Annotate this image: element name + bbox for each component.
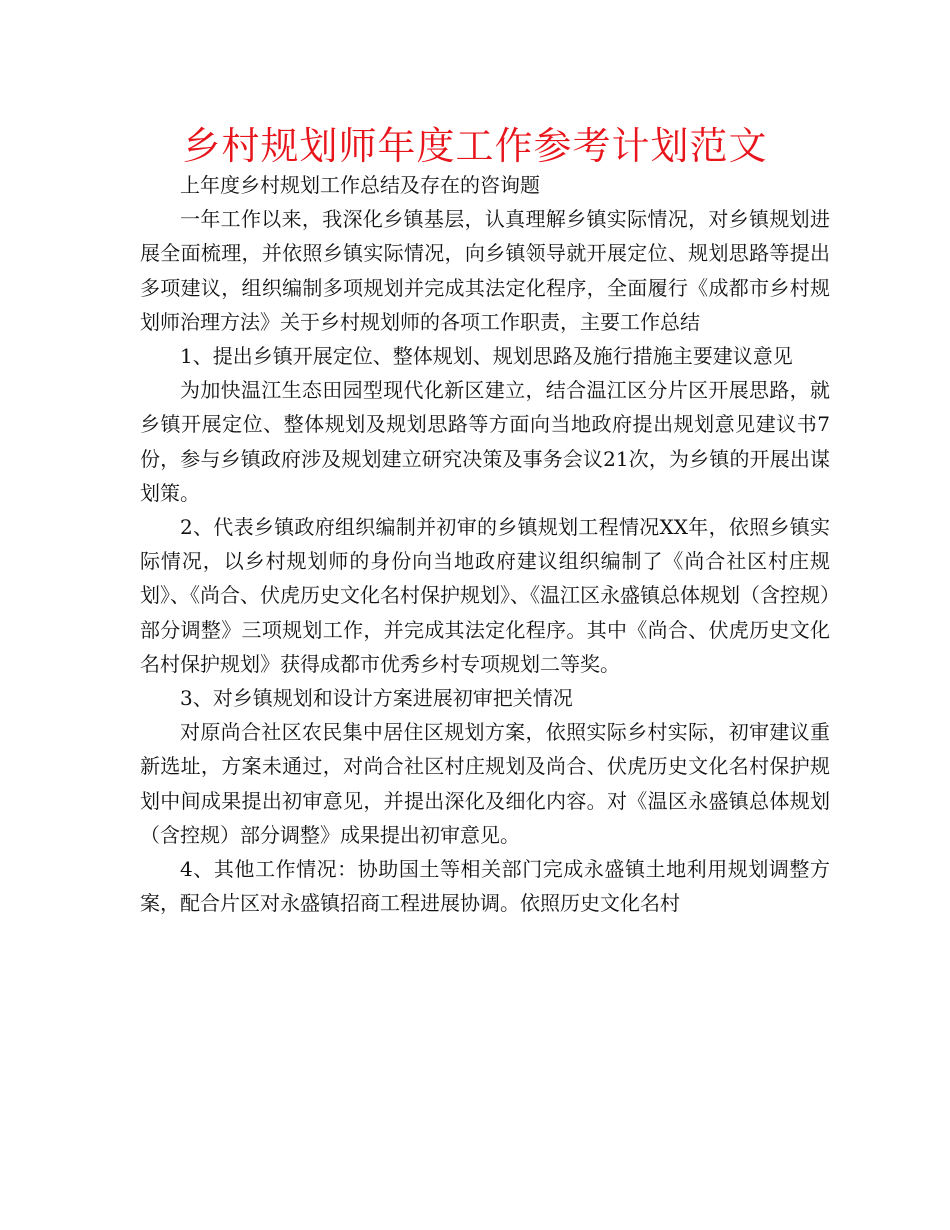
paragraph: 一年工作以来，我深化乡镇基层，认真理解乡镇实际情况，对乡镇规划进展全面梳理，并依照乡镇实际情况，向乡镇领导就开展定位、规划思路等提出多项建议，组织编制多项规划并完成其法定化程序，全面履行《成都市乡村规划师治理方法》关于乡村规划师的各项工作职责，主要工作总结 xyxy=(140,207,830,334)
document-title: 乡村规划师年度工作参考计划范文 xyxy=(182,124,768,168)
paragraph: 为加快温江生态田园型现代化新区建立，结合温江区分片区开展思路，就乡镇开展定位、整体规划及规划思路等方面向当地政府提出规划意见建议书7份，参与乡镇政府涉及规划建立研究决策及事务会议21次，为乡镇的开展出谋划策。 xyxy=(140,378,830,505)
paragraph: 4、其他工作情况：协助国土等相关部门完成永盛镇土地利用规划调整方案，配合片区对永盛镇招商工程进展协调。依照历史文化名村 xyxy=(140,857,830,916)
document-body xyxy=(140,168,830,920)
paragraph: 2、代表乡镇政府组织编制并初审的乡镇规划工程情况XX年，依照乡镇实际情况，以乡村规划师的身份向当地政府建议组织编制了《尚合社区村庄规划》、《尚合、伏虎历史文化名村保护规划》、《温江区永盛镇总体规划（含控规）部分调整》三项规划工作，并完成其法定化程序。其中《尚合、伏虎历史文化名村保护规划》获得成都市优秀乡村专项规划二等奖。 xyxy=(140,515,830,676)
section-heading: 上年度乡村规划工作总结及存在的咨询题 xyxy=(180,173,540,197)
paragraph: 对原尚合社区农民集中居住区规划方案，依照实际乡村实际，初审建议重新选址，方案未通过，对尚合社区村庄规划及尚合、伏虎历史文化名村保护规划中间成果提出初审意见，并提出深化及细化内容。对《温区永盛镇总体规划（含控规）部分调整》成果提出初审意见。 xyxy=(140,720,830,847)
paragraph: 1、提出乡镇开展定位、整体规划、规划思路及施行措施主要建议意见 xyxy=(180,344,793,369)
paragraph: 3、对乡镇规划和设计方案进展初审把关情况 xyxy=(180,686,573,711)
